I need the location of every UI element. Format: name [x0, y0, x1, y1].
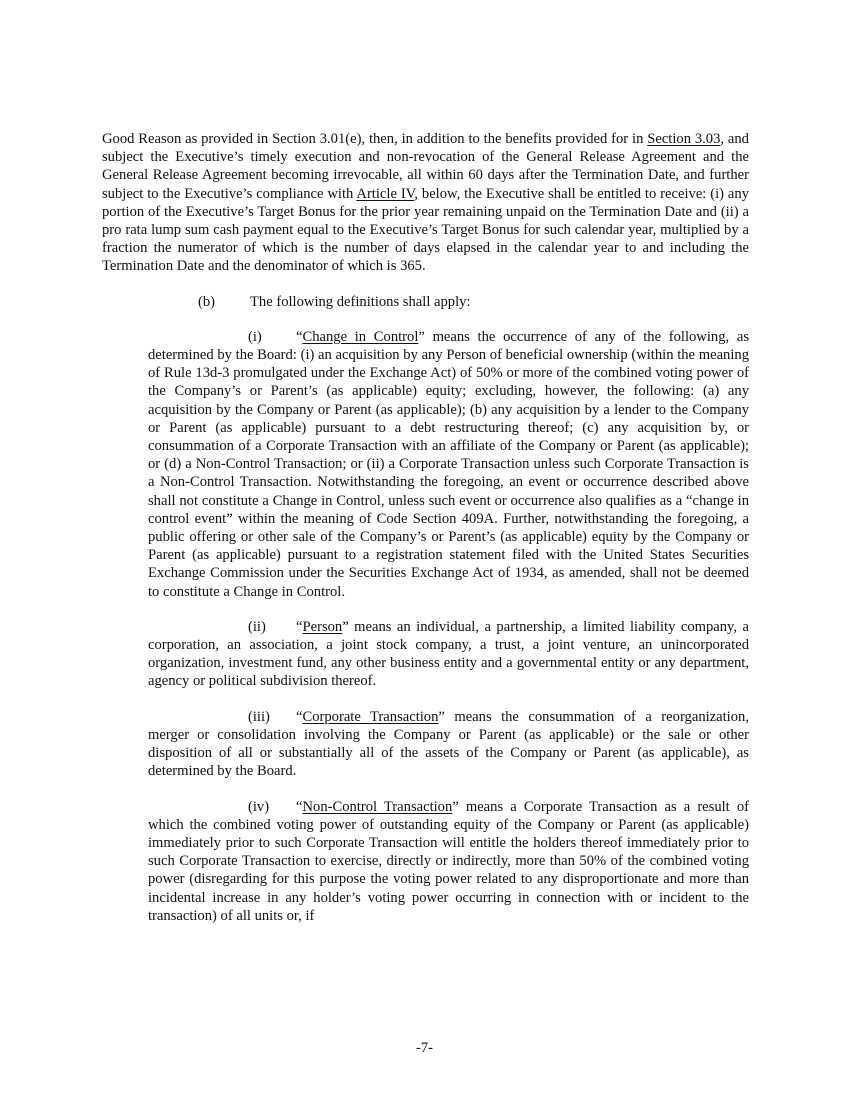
page-number: -7- — [415, 1040, 434, 1056]
intro-text-2: , and subject the Executive’s timely execution and non-revocation of the General Release Agreement and the General Release Agreement becoming irrevocable, all within 60 days after the Termination Date, and further subject to the Executive’s compliance with — [102, 131, 749, 202]
open-quote: “ — [296, 618, 303, 635]
section-b-number: (b) — [198, 293, 216, 310]
open-quote: “ — [296, 798, 303, 815]
open-quote: “ — [296, 708, 303, 725]
section-b-heading — [102, 293, 749, 311]
definitions-list — [102, 328, 749, 925]
definition-text: ” means an individual, a partnership, a limited liability company, a corporation, an association, a joint stock company, a trust, a joint venture, an unincorporated organization, investment fund, any other business entity and a governmental entity or any department, agency or political subdivision thereof. — [148, 618, 749, 690]
definition-text: ” means the occurrence of any of the following, as determined by the Board: (i) an acquisition by any Person of beneficial ownership (within the meaning of Rule 13d-3 promulgated under the Exchange Act) of 50% or more of the combined voting power of the Company’s or Parent’s (as applicable) equity; excluding, however, the following: (a) any acquisition by the Company or Parent (as applicable); (b) any acquisition by a lender to the Company or Parent (as applicable) pursuant to a debt restructuring thereof; (c) any acquisition by, or consummation of a Corporate Transaction with an affiliate of the Company or Parent (as applicable); or (d) a Non-Control Transaction; or (ii) a Corporate Transaction unless such Corporate Transaction is a Non-Control Transaction. Notwithstanding the foregoing, an event or occurrence described above shall not constitute a Change in Control, unless such event or occurrence also qualifies as a “change in control event” within the meaning of Code Section 409A. Further, notwithstanding the foregoing, a public offering or other sale of the Company’s or Parent’s (as applicable) equity by the Company or Parent (as applicable) pursuant to a registration statement filed with the United States Securities Exchange Commission under the Securities Exchange Act of 1934, as amended, shall not be deemed to constitute a Change in Control. — [148, 328, 749, 600]
definition-change-in-control — [148, 328, 749, 601]
intro-text-3: , below, the Executive shall be entitled to receive: (i) any portion of the Executive’s Target Bonus for the prior year remaining unpaid on the Termination Date and (ii) a pro rata lump sum cash payment equal to the Executive’s Target Bonus for such calendar year, multiplied by a fraction the numerator of which is the number of days elapsed in the calendar year to and including the Termination Date and the denominator of which is 365. — [102, 185, 750, 275]
definition-number: (i) — [248, 328, 262, 345]
open-quote: “ — [296, 328, 303, 345]
definition-text: ” means the consummation of a reorganization, merger or consolidation involving the Company or Parent (as applicable) or the sale or other disposition of all or substantially all of the assets of the Company or Parent (as applicable), as determined by the Board. — [148, 708, 749, 780]
section-reference-link: Section 3.03 — [647, 131, 721, 147]
definition-number: (iv) — [248, 798, 270, 815]
defined-term: Change in Control — [302, 328, 419, 345]
article-reference-link: Article IV — [356, 185, 415, 202]
defined-term: Person — [302, 618, 343, 635]
definition-number: (ii) — [248, 618, 266, 635]
definition-text: ” means a Corporate Transaction as a result of which the combined voting power of outstanding equity of the Company or Parent (as applicable) immediately prior to such Corporate Transaction will entitle the holders thereof immediately prior to such Corporate Transaction to exercise, directly or indirectly, more than 50% of the combined voting power (disregarding for this purpose the voting power related to any disproportionate and more than incidental increase in any holder’s voting power occurring in connection with or incident to the transaction) of all units or, if — [148, 798, 749, 924]
section-b-text: The following definitions shall apply: — [250, 293, 471, 310]
defined-term: Non-Control Transaction — [302, 798, 453, 815]
definition-corporate-transaction — [148, 708, 749, 781]
intro-text-1: Good Reason as provided in Section 3.01(e), then, in addition to the benefits provided for in — [102, 131, 648, 147]
defined-term: Corporate Transaction — [302, 708, 439, 725]
definition-number: (iii) — [248, 708, 270, 725]
definition-person — [148, 618, 749, 691]
definition-non-control-transaction — [148, 798, 749, 925]
page-number-footer — [0, 1040, 849, 1057]
document-page — [102, 130, 749, 925]
intro-paragraph — [102, 130, 749, 276]
